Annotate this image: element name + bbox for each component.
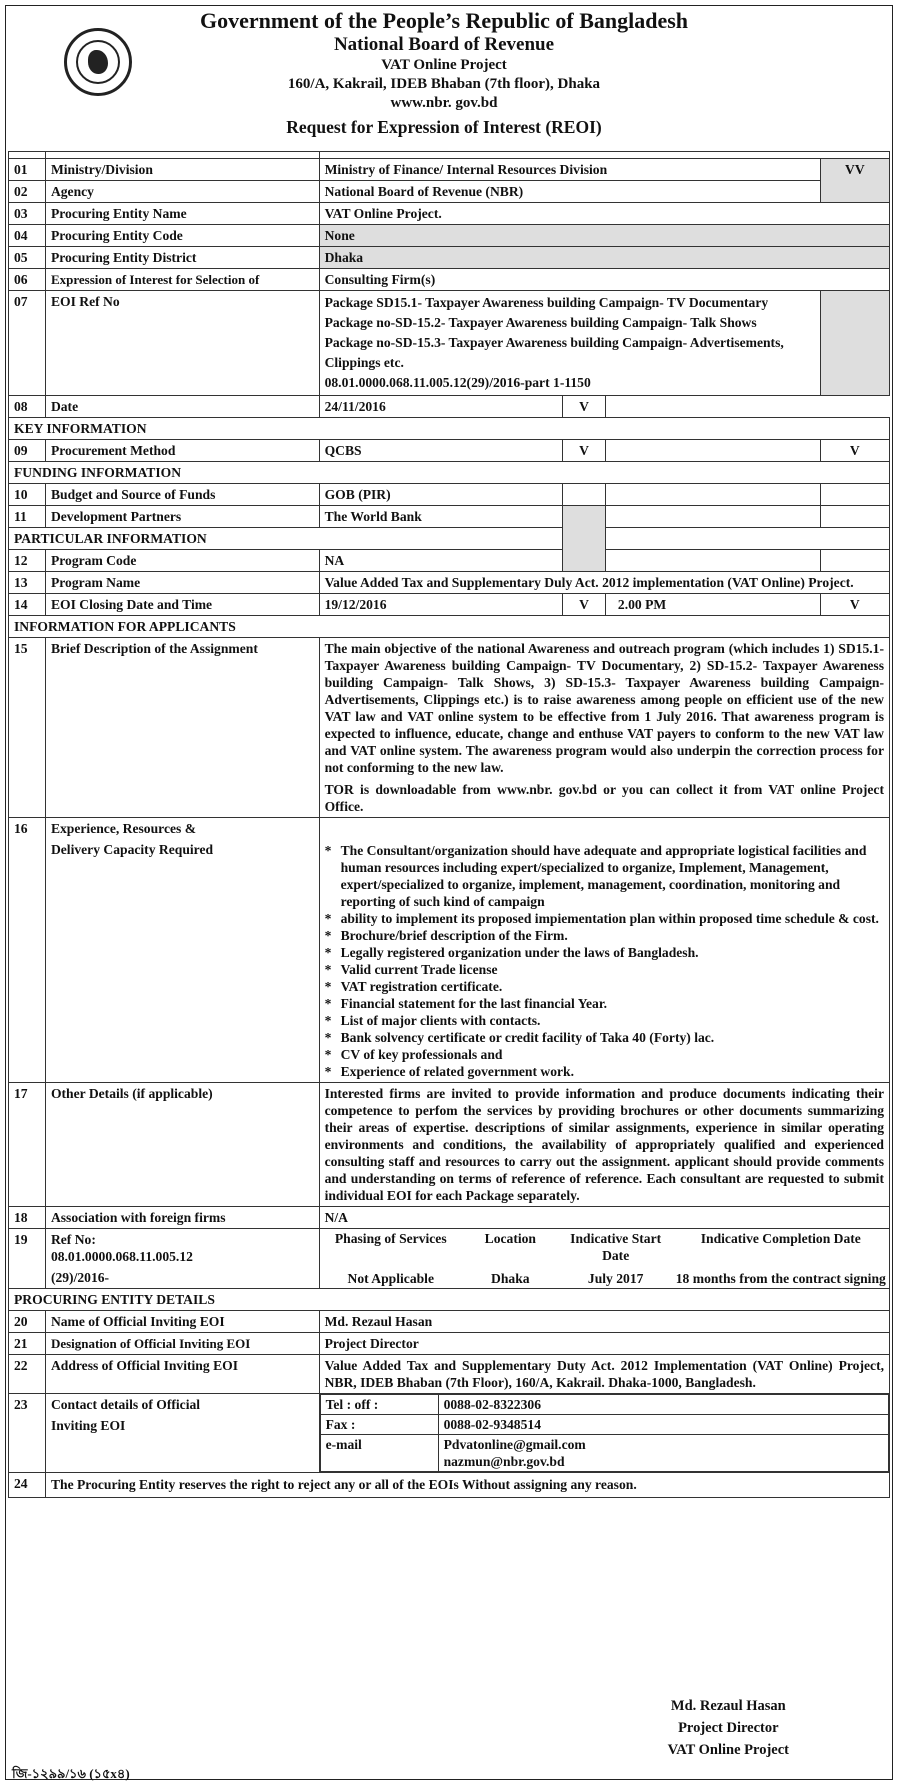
row-number: 03	[9, 203, 46, 225]
row-label: EOI Closing Date and Time	[45, 594, 319, 616]
row-label: Agency	[45, 181, 319, 203]
row-mark: V	[563, 440, 606, 462]
fax-label: Fax :	[320, 1415, 438, 1435]
row-number: 13	[9, 572, 46, 594]
row-label: Experience, Resources &	[50, 821, 197, 836]
table-cell: Not Applicable	[347, 1271, 434, 1286]
assignment-description: The main objective of the national Awareness and outreach program (which includes 1) SD15.1-Taxpayer Awareness building Campaign- TV Documentary, 2) SD-15.2- Taxpayer Awareness building Campaign- Talk Shows, 3) SD-15.3- Taxpayer Awareness building Campaign- Advertisements, Clippings etc.) is to raise awareness among people on efficient use of the new VAT law and VAT online system to be effective from 1 July 2016. That awareness program is expected to influence, educate, change and enthuse VAT payers to conform to the new VAT law and VAT online system. The awareness program would also underpin the correction process for not conforming to the new law.	[324, 641, 884, 775]
table-row	[9, 506, 890, 528]
row-value: GOB (PIR)	[319, 484, 563, 506]
row-label: Name of Official Inviting EOI	[45, 1311, 319, 1333]
row-number: 15	[9, 638, 46, 818]
row-label: Designation of Official Inviting EOI	[45, 1333, 319, 1355]
row-value: NA	[319, 550, 563, 572]
row-number: 01	[9, 159, 46, 181]
column-header: Indicative Completion Date	[700, 1231, 861, 1246]
page-title: Request for Expression of Interest (REOI)	[286, 117, 602, 137]
row-label: Program Name	[45, 572, 319, 594]
table-row	[9, 1311, 890, 1333]
table-row	[9, 1473, 890, 1498]
row-number: 07	[9, 291, 46, 396]
requirements-list	[325, 842, 884, 1080]
row-number: 09	[9, 440, 46, 462]
row-label: Development Partners	[45, 506, 319, 528]
table-row	[320, 1415, 888, 1435]
row-value: The World Bank	[319, 506, 563, 528]
row-label: Procuring Entity Code	[45, 225, 319, 247]
email-value: nazmun@nbr.gov.bd	[443, 1454, 565, 1469]
row-number: 23	[9, 1394, 46, 1473]
email-label: e-mail	[320, 1435, 438, 1472]
row-value: Project Director	[319, 1333, 889, 1355]
tel-value: 0088-02-8322306	[438, 1395, 888, 1415]
signatory-title: Project Director	[678, 1720, 779, 1736]
row-label: Brief Description of the Assignment	[45, 638, 319, 818]
header-board: National Board of Revenue	[333, 34, 555, 55]
table-row	[9, 572, 890, 594]
table-row	[9, 1355, 890, 1394]
row-mark: V	[820, 440, 889, 462]
row-number: 17	[9, 1083, 46, 1207]
section-heading-row	[9, 528, 890, 550]
header-project: VAT Online Project	[381, 57, 507, 73]
list-item: * Bank solvency certificate or credit facility of Taka 40 (Forty) lac.	[325, 1029, 884, 1046]
list-item: * Financial statement for the last financial Year.	[325, 995, 884, 1012]
table-row	[9, 550, 890, 572]
row-mark: VV	[820, 159, 889, 203]
email-value: Pdvatonline@gmail.com	[443, 1437, 586, 1452]
table-row	[9, 1083, 890, 1207]
list-item: * Legally registered organization under the laws of Bangladesh.	[325, 944, 884, 961]
section-heading-row	[9, 418, 890, 440]
row-label: Inviting EOI	[50, 1418, 126, 1433]
tel-label: Tel : off :	[320, 1395, 438, 1415]
table-row	[9, 818, 890, 1083]
table-row	[9, 484, 890, 506]
list-item: * The Consultant/organization should have adequate and appropriate logistical facilities and human resources including expert/specialized to organize, Implement, Management, expert/specialized to organize, implement, management, coordination, monitoring and reporting of such kind of campaign	[325, 842, 884, 910]
row-number: 12	[9, 550, 46, 572]
row-label: Association with foreign firms	[45, 1207, 319, 1229]
section-funding-information: FUNDING INFORMATION	[9, 462, 890, 484]
table-row	[9, 269, 890, 291]
row-number: 14	[9, 594, 46, 616]
table-row	[9, 440, 890, 462]
row-value: 19/12/2016	[319, 594, 563, 616]
row-value: Consulting Firm(s)	[319, 269, 889, 291]
signatory-organization: VAT Online Project	[667, 1742, 789, 1758]
closing-time: 2.00 PM	[605, 594, 820, 616]
shaded-cell	[820, 291, 889, 396]
list-item: * Experience of related government work.	[325, 1063, 884, 1080]
eoi-ref-number: 08.01.0000.068.11.005.12(29)/2016-part 1-1150	[324, 375, 591, 390]
row-number: 24	[9, 1473, 46, 1498]
table-row	[9, 638, 890, 818]
row-label: Ministry/Division	[45, 159, 319, 181]
row-mark: V	[563, 594, 606, 616]
table-row	[9, 247, 890, 269]
table-row	[9, 1207, 890, 1229]
row-value: Value Added Tax and Supplementary Duly Act. 2012 implementation (VAT Online) Project.	[319, 572, 889, 594]
row-label: Date	[45, 396, 319, 418]
eoi-ref-package-3: Package no-SD-15.3- Taxpayer Awareness building Campaign- Advertisements, Clippings etc.	[324, 335, 784, 370]
section-procuring-entity-details: PROCURING ENTITY DETAILS	[9, 1289, 890, 1311]
section-particular-information: PARTICULAR INFORMATION	[9, 528, 563, 550]
row-number: 10	[9, 484, 46, 506]
row-label: Expression of Interest for Selection of	[45, 269, 319, 291]
table-row	[320, 1395, 888, 1415]
row-number: 20	[9, 1311, 46, 1333]
row-number: 19	[9, 1229, 46, 1289]
list-item: * ability to implement its proposed impiementation plan within proposed time schedule & cost.	[325, 910, 884, 927]
row-label: Procuring Entity Name	[45, 203, 319, 225]
row-value: Md. Rezaul Hasan	[319, 1311, 889, 1333]
tor-download-note: TOR is downloadable from www.nbr. gov.bd or you can collect it from VAT online Project Office.	[324, 782, 884, 814]
table-row	[9, 203, 890, 225]
table-row	[9, 159, 890, 181]
table-row	[320, 1435, 888, 1472]
row-value: N/A	[319, 1207, 889, 1229]
table-row	[320, 1229, 889, 1265]
fax-value: 0088-02-9348514	[438, 1415, 888, 1435]
eoi-ref-package-2: Package no-SD-15.2- Taxpayer Awareness building Campaign- Talk Shows	[324, 315, 757, 330]
row-mark: V	[563, 396, 606, 418]
row-value: Dhaka	[319, 247, 889, 269]
row-number: 06	[9, 269, 46, 291]
header-website: www.nbr. gov.bd	[390, 95, 498, 111]
row-number: 11	[9, 506, 46, 528]
section-heading-row	[9, 616, 890, 638]
column-header: Phasing of Services	[334, 1231, 447, 1246]
phasing-table	[320, 1229, 889, 1288]
signatory-name: Md. Rezaul Hasan	[670, 1698, 786, 1714]
ref-label: Ref No:	[50, 1232, 96, 1247]
row-number: 22	[9, 1355, 46, 1394]
table-row	[9, 396, 890, 418]
row-label: EOI Ref No	[45, 291, 319, 396]
row-label: Contact details of Official	[50, 1397, 201, 1412]
row-value: QCBS	[319, 440, 563, 462]
ref-number: 08.01.0000.068.11.005.12	[50, 1249, 193, 1264]
footer-code: জি-১২৯৯/১৬ (১৫x৪)	[12, 1766, 130, 1781]
row-number: 02	[9, 181, 46, 203]
header-address: 160/A, Kakrail, IDEB Bhaban (7th floor), Dhaka	[287, 76, 601, 92]
row-value: None	[319, 225, 889, 247]
table-cell: Dhaka	[491, 1271, 530, 1286]
column-header: Location	[484, 1231, 536, 1246]
table-row	[9, 1229, 890, 1289]
section-information-for-applicants: INFORMATION FOR APPLICANTS	[9, 616, 890, 638]
row-label: Delivery Capacity Required	[50, 842, 214, 857]
list-item: * VAT registration certificate.	[325, 978, 884, 995]
row-label: Budget and Source of Funds	[45, 484, 319, 506]
row-number: 08	[9, 396, 46, 418]
row-value: Ministry of Finance/ Internal Resources Division	[319, 159, 820, 181]
table-row	[9, 1394, 890, 1473]
table-row	[9, 291, 890, 396]
row-number: 04	[9, 225, 46, 247]
row-mark: V	[820, 594, 889, 616]
table-row	[320, 1265, 889, 1288]
section-key-information: KEY INFORMATION	[9, 418, 890, 440]
table-cell: July 2017	[587, 1271, 644, 1286]
table-row	[9, 594, 890, 616]
document-header	[0, 8, 888, 139]
table-row	[9, 1333, 890, 1355]
row-label: Address of Official Inviting EOI	[45, 1355, 319, 1394]
table-row	[9, 152, 890, 159]
contact-table	[320, 1394, 889, 1472]
row-value: The Procuring Entity reserves the right to reject any or all of the EOIs Without assigning any reason.	[45, 1473, 889, 1498]
list-item: * List of major clients with contacts.	[325, 1012, 884, 1029]
row-number: 05	[9, 247, 46, 269]
signature-block	[668, 1695, 789, 1761]
list-item: * Brochure/brief description of the Firm.	[325, 927, 884, 944]
row-value: VAT Online Project.	[319, 203, 889, 225]
row-number: 16	[9, 818, 46, 1083]
table-row	[9, 225, 890, 247]
ref-number-suffix: (29)/2016-	[50, 1270, 110, 1285]
section-heading-row	[9, 462, 890, 484]
row-label: Program Code	[45, 550, 319, 572]
row-number: 21	[9, 1333, 46, 1355]
row-value: Interested firms are invited to provide information and produce documents indicating their competence to perfom the services by providing brochures or other documents summarizing their areas of expertise. descriptions of similar assignments, experience in similar operating environments and conditions, the availability of appropriately qualified and experienced consulting staff and resources to carry out the assignment. applicant should provide comments and understanding on terms of reference of reference. Each consultant are requested to submit individual EOI for each Package separately.	[319, 1083, 889, 1207]
header-government: Government of the People’s Republic of Bangladesh	[199, 8, 689, 33]
table-cell: 18 months from the contract signing	[675, 1271, 886, 1286]
row-value: 24/11/2016	[319, 396, 563, 418]
list-item: * CV of key professionals and	[325, 1046, 884, 1063]
row-number: 18	[9, 1207, 46, 1229]
list-item: * Valid current Trade license	[325, 961, 884, 978]
row-label: Procurement Method	[45, 440, 319, 462]
row-label: Other Details (if applicable)	[45, 1083, 319, 1207]
row-label: Procuring Entity District	[45, 247, 319, 269]
row-value: Value Added Tax and Supplementary Duty Act. 2012 Implementation (VAT Online) Project, NBR, IDEB Bhaban (7th Floor), 160/A, Kakrail. Dhaka-1000, Bangladesh.	[319, 1355, 889, 1394]
table-row	[9, 181, 890, 203]
section-heading-row	[9, 1289, 890, 1311]
eoi-ref-package-1: Package SD15.1- Taxpayer Awareness building Campaign- TV Documentary	[324, 295, 769, 310]
column-header: Indicative Start Date	[570, 1231, 662, 1263]
row-value: National Board of Revenue (NBR)	[319, 181, 820, 203]
reoi-table	[8, 151, 890, 1498]
